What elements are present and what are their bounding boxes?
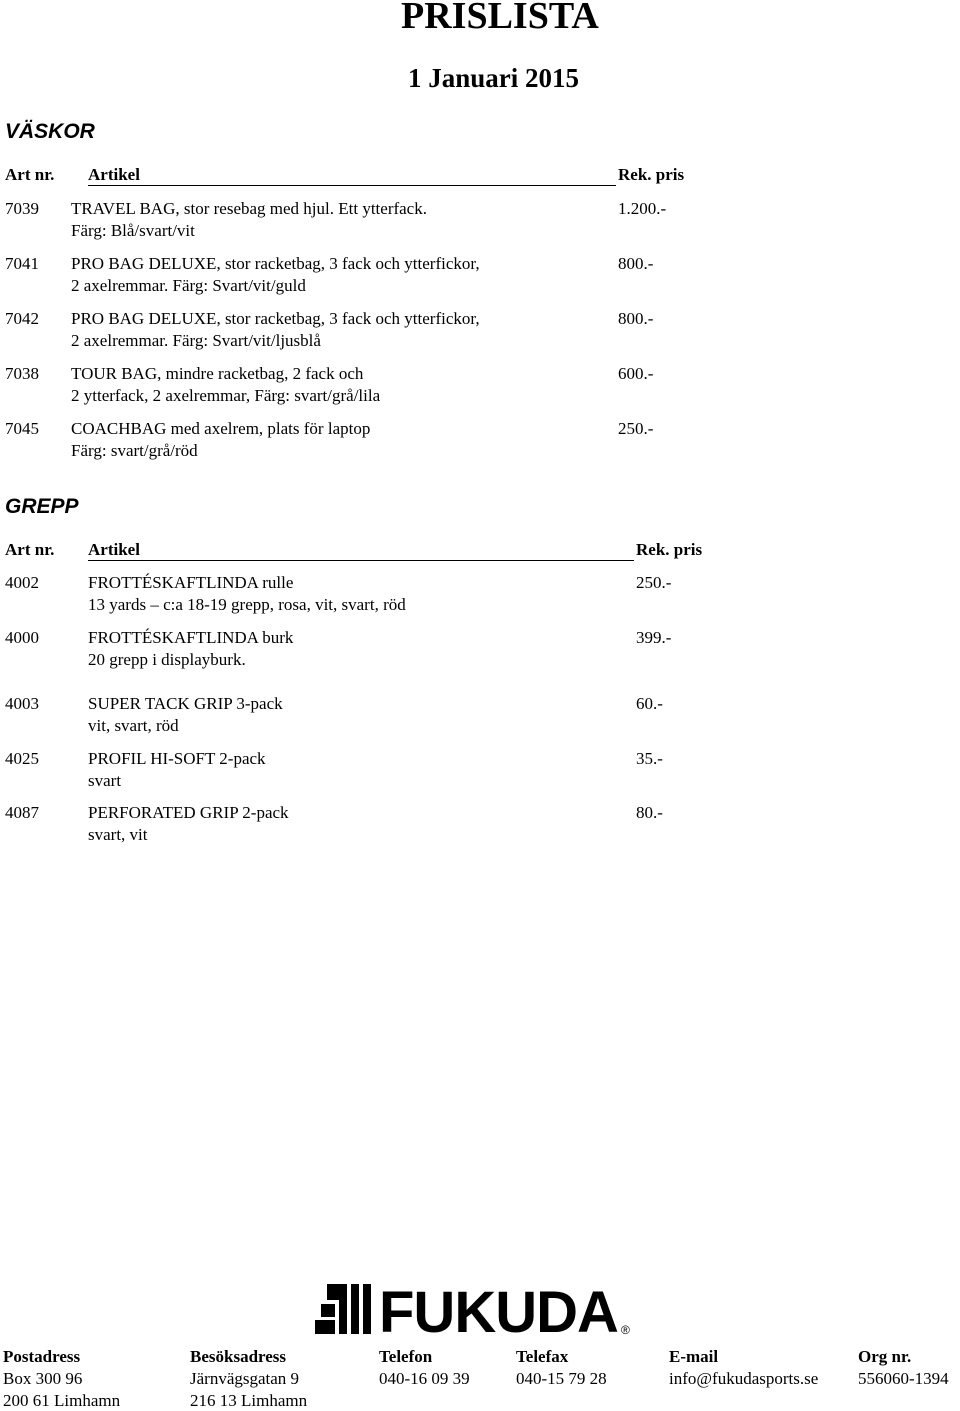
item-detail: 20 grepp i displayburk. <box>88 650 246 669</box>
table-row <box>0 253 960 297</box>
item-name: PRO BAG DELUXE, stor racketbag, 3 fack och ytterfickor, <box>71 254 480 273</box>
table-row <box>0 198 960 242</box>
item-detail: 2 axelremmar. Färg: Svart/vit/guld <box>71 276 306 295</box>
table-row <box>0 748 960 792</box>
fukuda-logo <box>315 1280 635 1338</box>
footer-label: Postadress <box>3 1347 81 1366</box>
item-price: 600.- <box>618 364 654 383</box>
footer-value: 040-16 09 39 <box>379 1369 470 1388</box>
item-price: 80.- <box>636 803 663 822</box>
art-nr: 4025 <box>5 749 39 768</box>
header-artikel: Artikel <box>88 165 140 184</box>
item-detail: vit, svart, röd <box>88 716 179 735</box>
art-nr: 4087 <box>5 803 39 822</box>
table-row <box>0 308 960 352</box>
art-nr: 7042 <box>5 309 39 328</box>
table-row <box>0 418 960 462</box>
header-artikel: Artikel <box>88 540 140 559</box>
item-name: FROTTÉSKAFTLINDA rulle <box>88 573 294 592</box>
item-name: PROFIL HI-SOFT 2-pack <box>88 749 266 768</box>
item-price: 399.- <box>636 628 672 647</box>
item-price: 250.- <box>618 419 654 438</box>
item-detail: svart <box>88 771 122 790</box>
header-underline <box>88 560 634 561</box>
art-nr: 7038 <box>5 364 39 383</box>
footer-value: 200 61 Limhamn <box>3 1391 121 1410</box>
section-title-vaskor: VÄSKOR <box>5 120 95 143</box>
footer-label: E-mail <box>669 1347 719 1366</box>
item-price: 60.- <box>636 694 663 713</box>
item-name: TOUR BAG, mindre racketbag, 2 fack och <box>71 364 364 383</box>
footer-value: Box 300 96 <box>3 1369 83 1388</box>
logo-text: FUKUDA <box>379 1280 618 1338</box>
header-rek-pris: Rek. pris <box>636 540 703 559</box>
table-row <box>0 572 960 616</box>
table-row <box>0 627 960 671</box>
header-rek-pris: Rek. pris <box>618 165 685 184</box>
footer-label: Telefon <box>379 1347 433 1366</box>
item-detail: 2 axelremmar. Färg: Svart/vit/ljusblå <box>71 331 321 350</box>
registered-mark: ® <box>621 1323 630 1337</box>
art-nr: 4000 <box>5 628 39 647</box>
footer-value: info@fukudasports.se <box>669 1369 819 1388</box>
footer-value: 216 13 Limhamn <box>190 1391 308 1410</box>
header-underline <box>88 185 616 186</box>
header-art-nr: Art nr. <box>5 540 55 559</box>
item-detail: Färg: Blå/svart/vit <box>71 221 195 240</box>
footer-label: Org nr. <box>858 1347 912 1366</box>
item-detail: Färg: svart/grå/röd <box>71 441 198 460</box>
item-name: COACHBAG med axelrem, plats för laptop <box>71 419 371 438</box>
price-list-date: 1 Januari 2015 <box>408 63 580 93</box>
item-price: 800.- <box>618 309 654 328</box>
item-name: PRO BAG DELUXE, stor racketbag, 3 fack och ytterfickor, <box>71 309 480 328</box>
item-detail: 2 ytterfack, 2 axelremmar, Färg: svart/grå/lila <box>71 386 381 405</box>
footer-label: Besöksadress <box>190 1347 287 1366</box>
table-row <box>0 693 960 737</box>
table-row <box>0 802 960 846</box>
footer-value: 040-15 79 28 <box>516 1369 607 1388</box>
page-title: PRISLISTA <box>401 0 599 37</box>
table-row <box>0 363 960 407</box>
art-nr: 7045 <box>5 419 39 438</box>
item-price: 1.200.- <box>618 199 667 218</box>
footer-value: Järnvägsgatan 9 <box>190 1369 300 1388</box>
item-price: 800.- <box>618 254 654 273</box>
art-nr: 4003 <box>5 694 39 713</box>
item-price: 35.- <box>636 749 663 768</box>
footer-label: Telefax <box>516 1347 569 1366</box>
item-name: TRAVEL BAG, stor resebag med hjul. Ett ytterfack. <box>71 199 427 218</box>
item-detail: 13 yards – c:a 18-19 grepp, rosa, vit, svart, röd <box>88 595 406 614</box>
item-name: FROTTÉSKAFTLINDA burk <box>88 628 294 647</box>
item-name: PERFORATED GRIP 2-pack <box>88 803 289 822</box>
art-nr: 4002 <box>5 573 39 592</box>
item-price: 250.- <box>636 573 672 592</box>
item-detail: svart, vit <box>88 825 148 844</box>
footer-value: 556060-1394 <box>858 1369 949 1388</box>
art-nr: 7039 <box>5 199 39 218</box>
header-art-nr: Art nr. <box>5 165 55 184</box>
art-nr: 7041 <box>5 254 39 273</box>
section-title-grepp: GREPP <box>5 495 79 518</box>
item-name: SUPER TACK GRIP 3-pack <box>88 694 283 713</box>
